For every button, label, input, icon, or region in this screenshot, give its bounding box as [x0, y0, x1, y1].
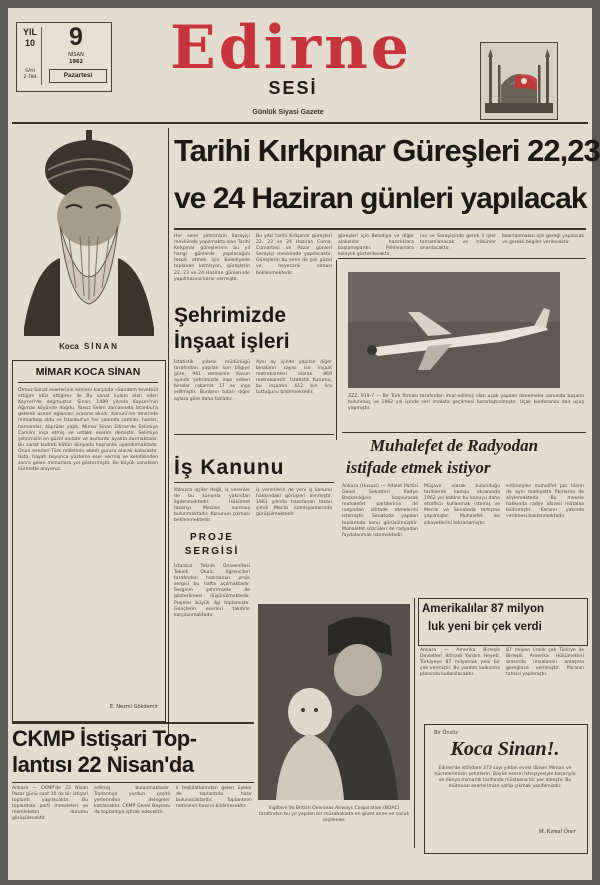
date-weekday: Pazartesi — [49, 69, 107, 83]
mosque-emblem — [480, 42, 558, 120]
date-year: 1962 — [69, 59, 83, 65]
amerikalilar-headline-line2: luk yeni bir çek verdi — [428, 621, 542, 633]
sehrimizde-col1: İstatistik şubesi müdürlüğü tarafından yapılan son bilgiye göre, 961 senesinin Kasım ayında şehrimizde inşa edilen binalar rakamla 17 ev inşa edilmiştir. Bunların tutarı diğer aylara göre daha fazladır. — [174, 360, 250, 402]
muhalefet-col3: estimeylen muhalifet par tilerin de aynı mahiyette fikirlerini de söylemektedir. Bu mesele hakkında radyo idaresi mütalaa bildirmiştir. Kararın yakında verilmesi beklenmektedir. — [506, 484, 584, 520]
kirkpinar-col3: güreşleri için Belediye ve diğer alakalılar hazırlıklara başlamışlardır. Pehlivanlara kolaylık gösterilecektir. — [338, 234, 414, 258]
ckmp-col1: Ankara — CKMP'de 22 Nisan Pazar günü saat 10 da bir istişari toplantı yapılacaktır. Bu toplantıda parti meseleleri ve memleketin durumu görüşülecektir. — [12, 786, 88, 822]
mimar-article-rule — [18, 382, 158, 383]
middle-column-rule — [336, 260, 337, 440]
koca-box-kicker: Bir Önsöz — [434, 730, 458, 736]
kirkpinar-bottom-rule — [338, 258, 586, 259]
plane-rule — [342, 432, 586, 433]
muhalefet-headline-line2: istifade etmek istiyor — [346, 458, 491, 477]
newspaper-page — [8, 8, 600, 880]
muhalefet-col1: Ankara (Hususi) — Adalet Partisi Genel Sekreteri Radyo Başkanlığına başvurarak muhalefet partilerinin de radyodan istifade etmelerini istemiştir. Senatoda yapılan toplantıda konu görüşülmüştür. Muhalefet sözcüleri de radyodan faydalanmak istemektedir. — [342, 484, 418, 538]
sehrimizde-headline-line1: Şehrimizde — [174, 304, 287, 327]
issue-badge-year: YIL 10 — [22, 27, 37, 48]
kanunu-rule — [174, 482, 334, 483]
sehrimizde-col2: Aynı ay içinde yapılan diğer binaların sayısı ise inşaat metrekareleri olarak 869 metrekaredir. İstatistik Kurumu, bu inşaatın 612 bin lira tuttuğunu bildirmektedir. — [256, 360, 332, 396]
kirkpinar-col1: Her sene şehrimizin Sarayiçi mevkiinde yapılmakta olan Tarihi Kırkpınar güreşlerinin bu yıl hangi günlerde yapılacağını tespit etmek için Belediyede toplanan komisyon, güreşlerin 22, 23 ve 24 Haziran günlerinde yapılmasına karar vermiştir. — [174, 234, 250, 282]
right-lower-rule — [414, 598, 415, 848]
portrait-caption-prefix: Koca — [59, 342, 79, 351]
amerikalilar-col1: Ankara — Amerika Birleşik Devletleri İktisadi Yardım Heyeti, Türkiyeye 87 milyonluk yeni bir çek vermiştir. Bu yardım kalkınma planında kullanılacaktır. — [420, 648, 500, 678]
plane-photo-caption: ZZZ. 919-7 — Bir Türk firması tarafından imal edilmiş olan uçak yapılan denemeler sonunda başarılı bulunmuş ve 1962 yılı içinde seri imalata geçilmesi kararlaştırılmıştır. Uçak konferansa dair uçuş yapmıştır. — [348, 394, 584, 412]
mimar-article-body: Ölmez Sanat eserlerinin ezmeni karşında «Sanatım tevekkül ettiğim idüs ettiğim» ile Bu sanat kulanı olan eden Kayseri'de doğmuştur. Sinan, 1489 yılında Kayseri'nin Ağırnas köyünde doğdu. Yavuz Selim zamanında Istanbul'a gelerek acemi oğlanları arasına alındı. Kanuni'nin devrinde mimarbaşı oldu ve İstanbul'un her yanında camiler, hanlar, hamamlar, köprüler yaptı. Mimar Sinan Edirne'de Selimiye Camiini inşa etmiş ve ustalık eserim demiştir. Selimiye şehrimizin en güzel anıtıdır ve asırlardır ayakta durmaktadır. Bu sanat kudreti bütün dünyada hayranlık uyandırmaktadır. Onun eserleri Türk milletinin ebedi gururu olarak kalacaktır. Usta, hayatı boyunca yüzlerce eser vermiş ve kendisinden sonra gelen mimarlara yol göstermiştir. Bu büyük sanatkarı hürmetle anıyoruz. — [18, 388, 158, 473]
ckmp-col3: il teşkilatlarından gelen üyeler de toplantıda hazır bulunacaklardır. Toplantının neticeleri basına bildirilecektir. — [176, 786, 252, 810]
sinan-portrait-drawing — [14, 128, 164, 336]
issue-badge-number: SAYI 2·784 — [23, 69, 37, 80]
muhalefet-col2: Müşavir olarak bulunduğu tarihlerde komşu ekranında 1962 yılı kabine bu konuyu daha etraflıca kullanmak istemiş ve Meclis ve Senatoda tartışma yapılmıştır. Muhalefet ise şikayetlerini tekrarlamıştır. — [424, 484, 500, 526]
mother-child-photo — [258, 604, 410, 800]
ckmp-top-rule — [12, 722, 254, 724]
amerikalilar-headline-line1: Amerikalılar 87 milyon — [422, 603, 545, 615]
ckmp-col2: edilmiş bulunmaktadır. Toplantıya yurdun çeşitli yerlerinden delegeler katılacaktır. CKMP Genel Başkanı da toplantıya iştirak edecektir. — [94, 786, 170, 816]
sehrimizde-headline-line2: İnşaat işleri — [174, 330, 290, 353]
plane-photo — [348, 272, 560, 388]
ckmp-headline-line1: CKMP İstişari Top- — [12, 726, 197, 751]
masthead-name-sub: SESİ — [268, 78, 318, 98]
mimar-article-headline: MİMAR KOCA SİNAN — [35, 366, 141, 378]
sehrimizde-rule — [174, 434, 334, 435]
proje-headline-line2: SERGİSİ — [184, 546, 240, 557]
plane-photo-image — [348, 272, 560, 388]
issue-badge — [19, 27, 42, 85]
kirkpinar-col2: Bu yılki tarihi Kırkpınar güreşleri 22, 23 ve 24 Haziran Cuma, Cumartesi ve Pazar günleri Sarayiçi mevkiinde yapılacaktır. Güreşlerin bu sene de çok güzel ve heyecanlı olması beklenmektedir. — [256, 234, 332, 276]
muhalefet-headline-line1: Muhalefet de Radyodan — [370, 436, 539, 455]
ckmp-bottom-rule — [12, 782, 254, 783]
sinan-portrait — [14, 128, 164, 336]
koca-box-title: Koca Sinan!. — [450, 738, 560, 760]
kirkpinar-col5: bazırlanmaları için gereği yapılacak ve gerekli bilgiler verilecektir. — [502, 234, 584, 246]
mother-child-caption: İngiltere'de British Overseas Airways Corporation (BOAC) tarafından bu yıl yapılan bir müsabakada en güzel anne ve çocuk seçilenler. — [258, 806, 410, 824]
date-day: 9 — [69, 23, 83, 51]
mimar-article-signature: E. Nezmi Gökdemir — [109, 704, 158, 710]
date-month: NİSAN — [68, 52, 84, 58]
masthead-subtitle: Günlük Siyasi Gazete — [252, 109, 324, 116]
kanunu-col2: iş verenlerin de yeni iş kanunu hakkındaki görüşleri alınmıştır. 1961 yılında hazırlanan tasarı şimdi Meclis komisyonlarında görüşülmektedir. — [256, 488, 332, 518]
date-box — [16, 22, 112, 92]
kirkpinar-col4: nıa ve Sarayiçinde gerek li işler tamamlanacak ve tribünler onarılacaktır. — [420, 234, 496, 252]
mother-child-photo-image — [258, 604, 410, 800]
portrait-caption-name: SİNAN — [83, 342, 119, 351]
ckmp-headline-line2: lantısı 22 Nisan'da — [12, 752, 194, 777]
kanunu-headline: İş Kanunu — [174, 456, 285, 479]
masthead-name: Edirne — [170, 13, 412, 83]
left-column-rule — [168, 128, 169, 738]
portrait-caption — [14, 342, 164, 352]
kirkpinar-headline-line1: Tarihi Kırkpınar Güreşleri 22,23 — [174, 133, 600, 168]
amerikalilar-col2: 87 milyon liralık çek Türkiye ile Birleşik Amerika Hükümetleri arasında imzalanan anlaşma gereğince verilmiştir. Paranın tahsisi yapılmıştır. — [506, 648, 584, 678]
mosque-icon — [481, 43, 557, 119]
masthead-rule — [12, 122, 588, 124]
proje-headline-line1: PROJE — [190, 532, 234, 543]
koca-box-signature: M. Kemal Öner — [538, 829, 576, 835]
kirkpinar-headline-line2: ve 24 Haziran günleri yapılacak — [174, 182, 587, 215]
proje-body: İstanbul Teknik Üniversitesi Teknik Okulu öğrencileri tarafından hazırlanan proje sergisi bu hafta açılmaktadır. Serginin şehrimizde de gösterilmesi düşünülmektedir. Projeler büyük ilgi toplamıştır. Gençlerin eserleri takdirle karşılanmaktadır. — [174, 564, 250, 618]
koca-box-body: Edirne'de istihdam 373 sayı yıldan evvel dönen Mimarı ve hücrelerimizin şehirlerin. Büyük eserin İstisşiyesiyle başarıyla ve dünya mimarlık tarihinde müstesna bir yer almıştır. Bu mütevazı eserlerimize sahip çıkmak vazifemizdir. — [434, 766, 576, 790]
kanunu-col1: Yalnızca işçiler değil, iş verenler de bu kanunla yakından ilgilenmektedir. Hükümet tasarıyı Meclise sunmuş bulunmaktadır. Kanunun çıkması beklenmektedir. — [174, 488, 250, 524]
kirkpinar-headline-rule — [174, 228, 586, 230]
